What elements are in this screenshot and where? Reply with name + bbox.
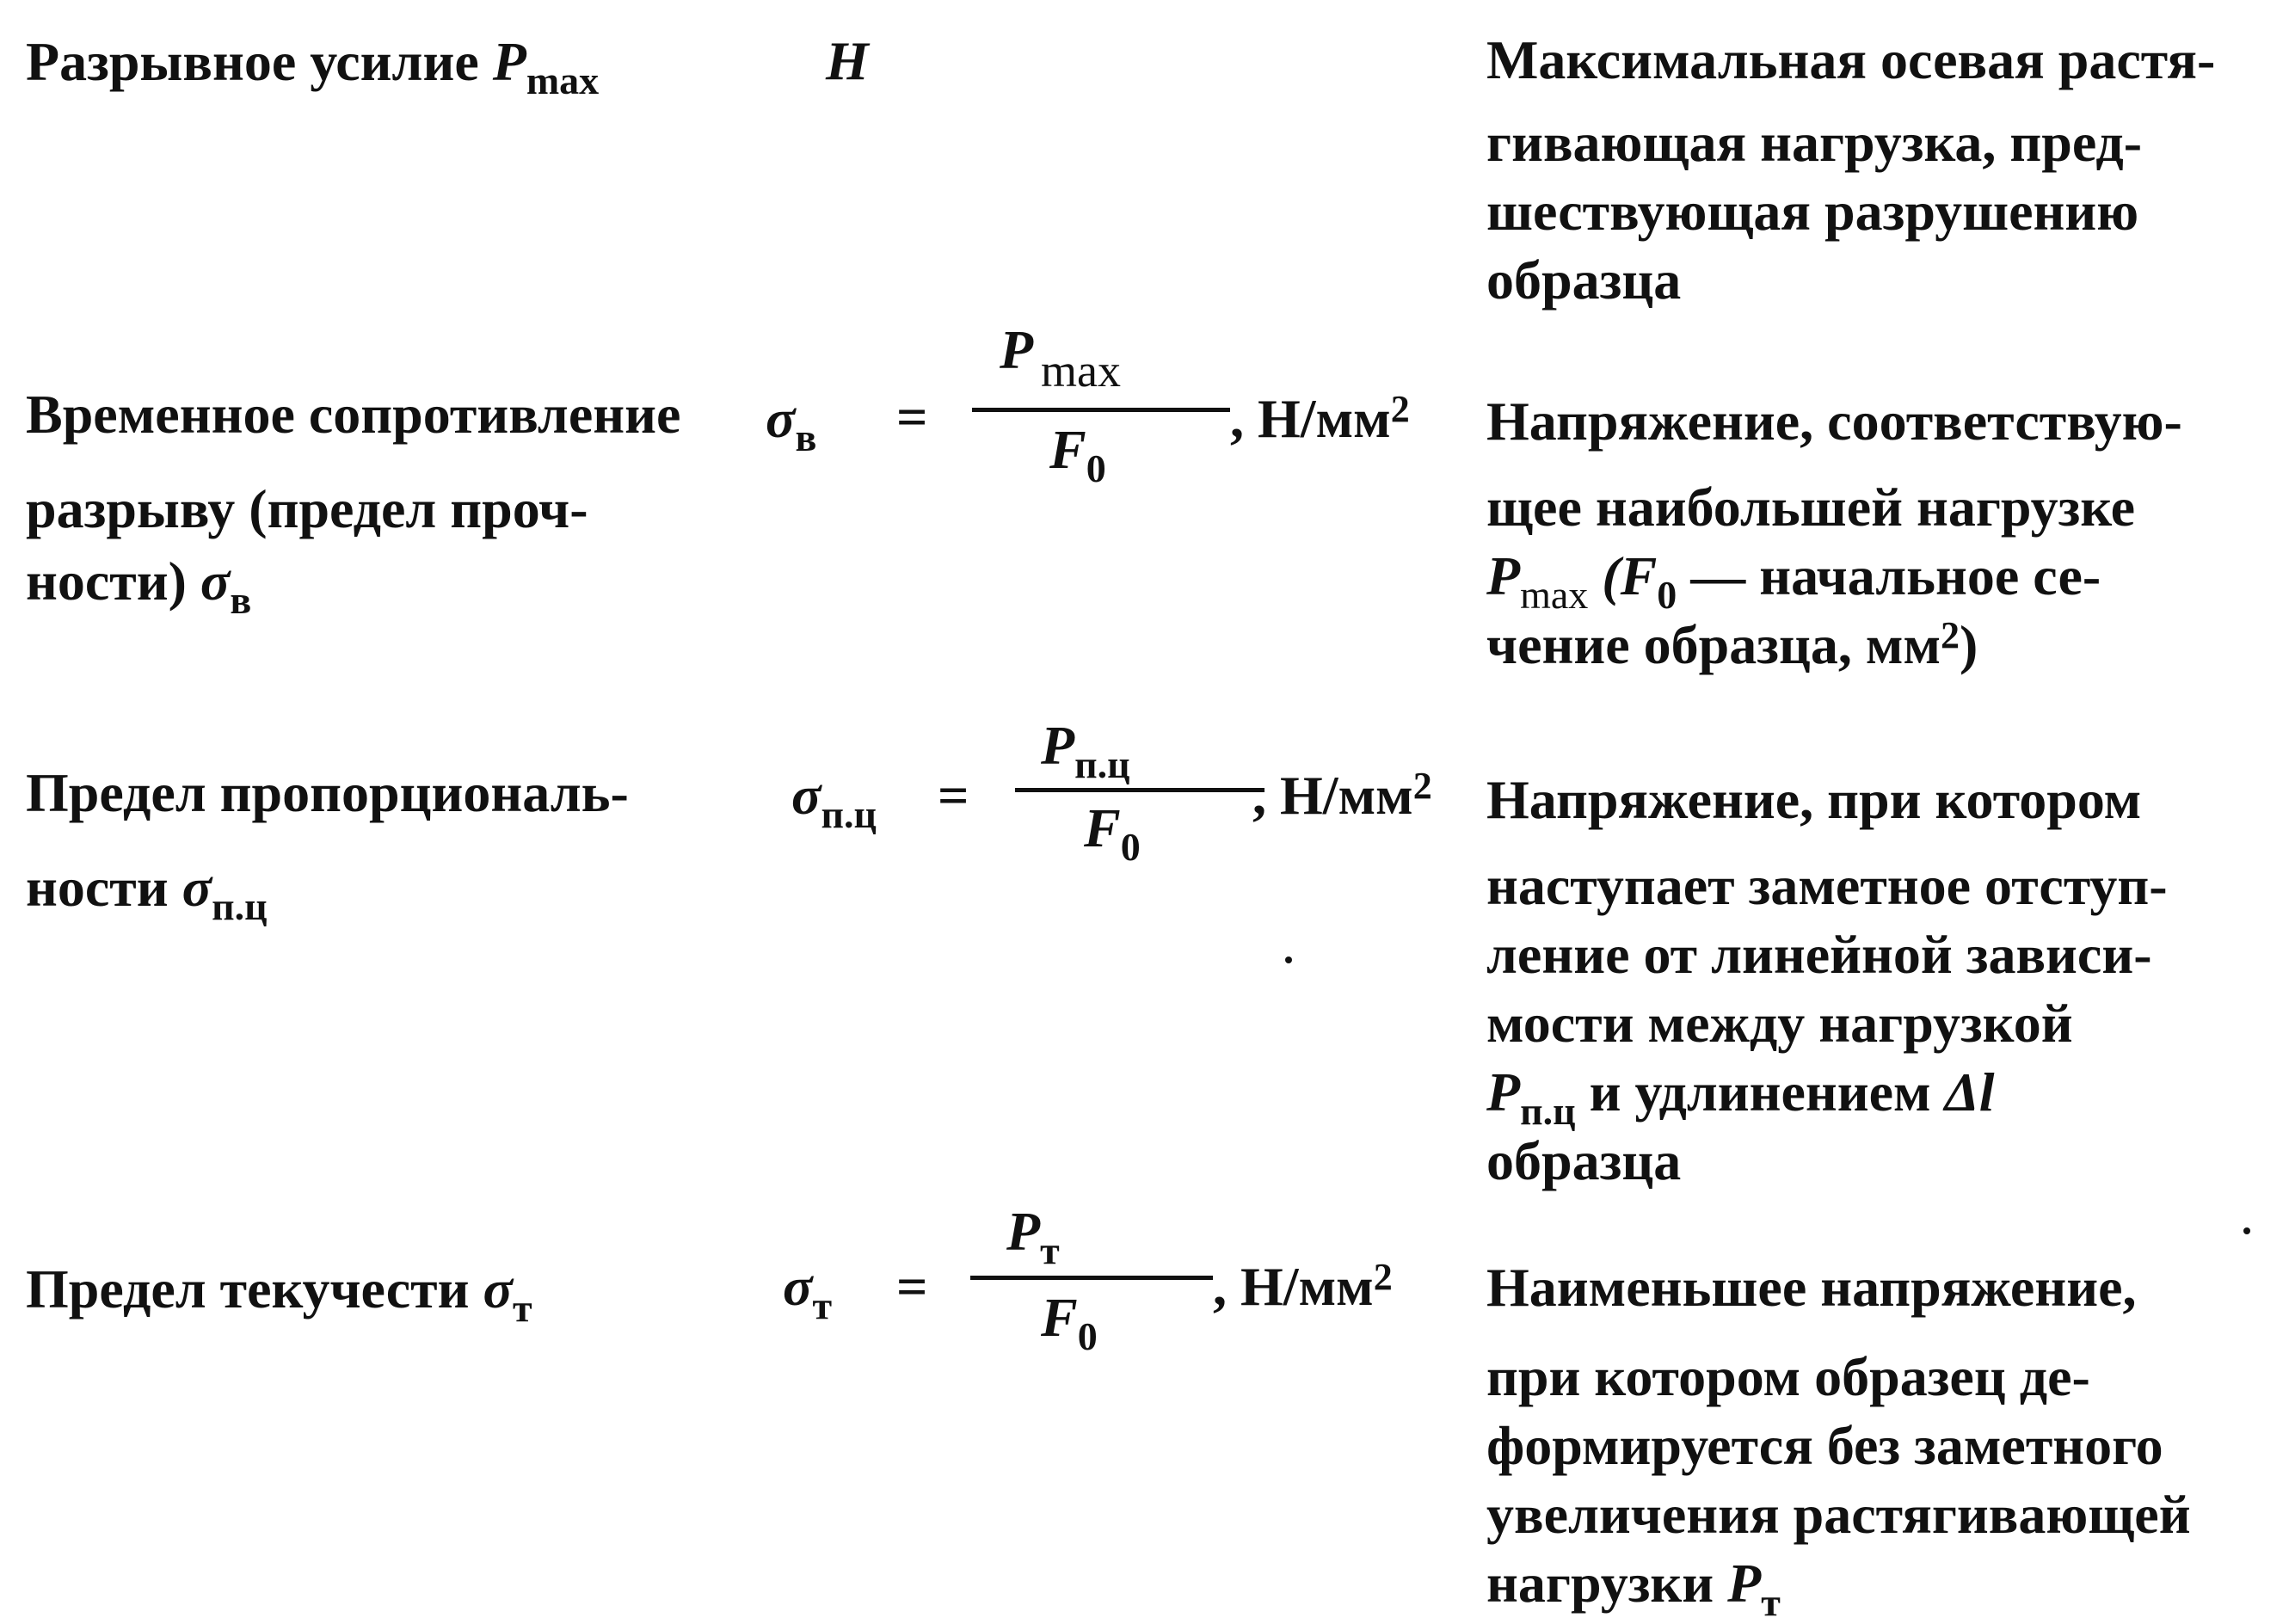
equals-sign: = [896,1256,928,1317]
desc-symbol: P [1727,1553,1762,1614]
numerator-symbol: P [1000,319,1034,380]
denominator-symbol: F [1084,797,1121,858]
desc-text: ) [1960,614,1978,675]
formula-breaking-force [766,26,1471,198]
unit-text: , Н/мм [1213,1256,1374,1317]
formula-symbol: σ [766,388,796,449]
fraction-bar [972,408,1230,412]
desc-symbol: P [1486,1061,1521,1123]
desc-line [1486,542,2278,617]
denominator-sub: 0 [1077,1314,1098,1358]
desc-power: 2 [1941,614,1960,656]
desc-line: образца [1486,249,1682,311]
desc-line [1486,1058,2278,1133]
desc-line: увеличения растягивающей [1486,1484,2191,1545]
unit-power: 2 [1390,388,1410,430]
numerator-sub: т [1040,1228,1060,1272]
desc-symbol: P [1486,545,1521,606]
speck-mark [1285,957,1292,963]
term-symbol-sub: в [230,578,252,622]
equals-sign: = [896,386,928,447]
desc-symbol-sub: п.ц [1520,1089,1576,1133]
desc-line: при котором образец де- [1486,1346,2090,1407]
term-symbol: P [492,31,526,92]
desc-text: нагрузки [1486,1553,1714,1614]
denominator-sub: 0 [1120,825,1141,869]
desc-breaking-force [1486,26,2278,315]
desc-line: ление от линейной зависи- [1486,924,2152,985]
term-proportional-limit [26,757,748,928]
fraction-bar [970,1276,1213,1280]
denominator-symbol: F [1041,1287,1078,1348]
term-symbol-sub: max [526,58,600,102]
numerator-symbol: P [1041,715,1075,776]
desc-proportional-limit [1486,766,2278,1196]
formula-tensile-strength [766,318,1471,490]
desc-symbol-sub: 0 [1657,573,1677,617]
unit-power: 2 [1373,1256,1393,1298]
desc-symbol-sub: max [1520,573,1589,617]
term-text: Временное сопротивление [26,384,681,445]
row-proportional-limit [0,714,2289,1213]
fraction-bar [1015,788,1264,792]
term-breaking-force [26,26,748,102]
formula-proportional-limit [766,714,1471,886]
term-symbol: σ [182,857,212,918]
term-tensile-strength [26,378,748,622]
unit-text: , Н/мм [1252,765,1413,826]
term-text: Разрывное усилие [26,31,479,92]
desc-line: формируется без заметного [1486,1415,2163,1476]
term-symbol: σ [483,1258,513,1320]
desc-line [1486,1549,2278,1624]
desc-line: Максимальная осевая растя- [1486,29,2216,90]
formula-yield-strength [766,1200,1471,1372]
desc-line: Напряжение, соответствую- [1486,391,2182,452]
desc-line: щее наибольшей нагрузке [1486,477,2136,538]
desc-line: наступает заметное отступ- [1486,855,2168,916]
term-yield-strength [26,1253,748,1330]
desc-line: Наименьшее напряжение, [1486,1257,2137,1318]
denominator-symbol: F [1049,419,1086,480]
row-yield-strength [0,1200,2289,1624]
desc-tensile-strength [1486,387,2278,680]
formula-symbol: σ [783,1256,813,1317]
formula-symbol-sub: в [795,415,817,459]
desc-text: чение образца, мм [1486,614,1941,675]
numerator-sub: max [1041,345,1121,397]
desc-symbol: (F [1602,545,1658,606]
term-text: Предел текучести [26,1258,470,1320]
desc-line: образца [1486,1130,1682,1191]
unit-newton: H [826,30,869,91]
numerator-sub: п.ц [1074,742,1130,786]
numerator-symbol: P [1006,1201,1041,1262]
term-text: ности [26,857,169,918]
desc-symbol-sub: т [1761,1580,1781,1624]
desc-yield-strength [1486,1253,2278,1624]
unit-text: , Н/мм [1230,388,1391,449]
term-text: ности) [26,551,187,612]
desc-text: и удлинением [1589,1061,1931,1123]
row-tensile-strength [0,318,2289,723]
term-symbol: σ [200,551,231,612]
formula-symbol-sub: п.ц [821,792,877,836]
denominator-sub: 0 [1086,446,1106,490]
desc-line: шествующая разрушению [1486,181,2139,242]
term-text: разрыву (предел проч- [26,478,588,539]
term-text: Предел пропорциональ- [26,762,629,823]
desc-line: гивающая нагрузка, пред- [1486,112,2143,173]
formula-symbol-sub: т [812,1283,833,1327]
row-breaking-force [0,17,2289,310]
desc-line: Напряжение, при котором [1486,769,2142,830]
desc-text: — начальное се- [1677,545,2101,606]
term-symbol-sub: т [512,1286,532,1330]
formula-symbol: σ [791,765,821,826]
unit-power: 2 [1412,765,1432,807]
desc-line [1486,611,2278,680]
term-symbol-sub: п.ц [212,884,268,928]
speck-mark [2243,1227,2250,1234]
desc-symbol: Δl [1944,1061,1995,1123]
equals-sign: = [938,765,969,826]
desc-line: мости между нагрузкой [1486,993,2073,1054]
